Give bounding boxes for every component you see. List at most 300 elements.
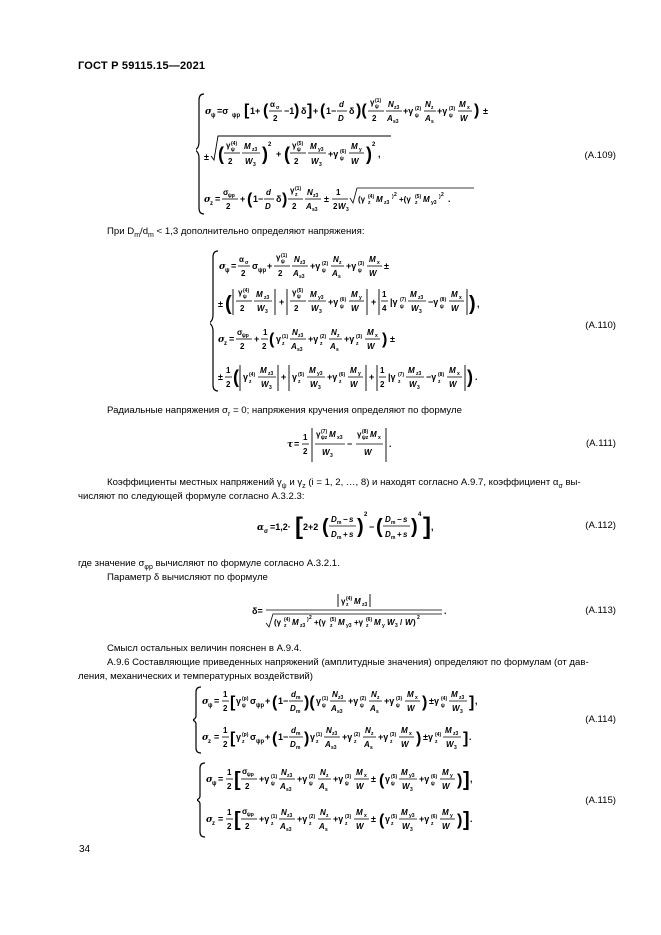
equation-a111	[285, 420, 415, 468]
svg-text:W: W	[261, 380, 269, 389]
svg-text:z: z	[309, 821, 312, 827]
svg-text:y: y	[382, 623, 385, 629]
svg-text:(6): (6)	[366, 617, 373, 623]
equation-a112	[255, 504, 455, 548]
svg-text:s: s	[325, 827, 328, 833]
svg-text:ψ: ψ	[231, 147, 235, 153]
svg-text:σ: σ	[206, 815, 213, 825]
svg-text:y3: y3	[409, 773, 415, 779]
svg-text:±: ±	[371, 814, 376, 824]
svg-text:M: M	[367, 328, 374, 337]
svg-text:x: x	[457, 371, 460, 377]
svg-text:A: A	[319, 782, 325, 791]
svg-text:3: 3	[265, 309, 268, 315]
svg-text:ψ: ψ	[212, 781, 217, 787]
svg-text:z: z	[366, 623, 369, 629]
svg-text:s: s	[403, 530, 408, 539]
svg-text:W: W	[401, 740, 409, 749]
svg-text:+: +	[281, 372, 287, 382]
svg-text:3: 3	[319, 309, 322, 315]
svg-text:2: 2	[309, 615, 312, 621]
svg-text:=σ: =σ	[217, 106, 229, 116]
svg-text:W: W	[245, 157, 253, 166]
svg-text:x: x	[364, 813, 367, 819]
svg-text:W: W	[310, 380, 318, 389]
equation-number-a109: (А.109)	[584, 150, 616, 161]
svg-text:A: A	[319, 822, 325, 831]
svg-text:3: 3	[253, 162, 256, 168]
svg-text:[: [	[230, 694, 236, 711]
svg-text:M: M	[407, 690, 414, 699]
svg-text:1: 1	[227, 768, 232, 777]
svg-text:M: M	[401, 726, 408, 735]
svg-text:M: M	[351, 142, 358, 151]
svg-text:D: D	[265, 202, 271, 211]
svg-text:A: A	[364, 740, 370, 749]
svg-text:+: +	[279, 297, 285, 307]
svg-text:δ=: δ=	[252, 606, 263, 616]
svg-text:D: D	[338, 114, 344, 123]
svg-text:x3: x3	[337, 435, 343, 441]
svg-text:z: z	[339, 260, 342, 266]
svg-text:+γ: +γ	[403, 106, 414, 116]
svg-text:(5): (5)	[415, 194, 422, 200]
svg-text:s: s	[403, 515, 408, 524]
svg-text:2: 2	[364, 512, 368, 518]
svg-text:1: 1	[226, 366, 231, 375]
equation-a115-graphic	[197, 760, 517, 840]
svg-text:ψ: ψ	[449, 113, 453, 119]
paragraph-local-stress-coefficients: Коэффициенты местных напряжений $\gamma_\psi$ и $\gamma_z$ (i = 1, 2, …, 8) и находят согласно А.9.7, коэффициент $\alpha_\sigma$ вы-	[107, 477, 581, 490]
svg-text:=: =	[218, 774, 224, 784]
equation-number-a114: (А.114)	[585, 714, 616, 725]
svg-text:m: m	[296, 731, 301, 737]
svg-text:σ: σ	[242, 807, 248, 816]
svg-text:M: M	[329, 430, 336, 439]
svg-text:(4): (4)	[249, 372, 256, 378]
svg-text:3: 3	[269, 385, 272, 391]
svg-text:d: d	[291, 690, 296, 699]
svg-text:z: z	[298, 379, 301, 385]
equation-a110-graphic	[210, 247, 510, 397]
svg-text:x: x	[377, 260, 380, 266]
svg-text:z: z	[326, 813, 329, 819]
svg-text:ψ: ψ	[309, 781, 313, 787]
svg-text:(5): (5)	[391, 774, 398, 780]
svg-text:M: M	[401, 768, 408, 777]
svg-text:s3: s3	[331, 745, 337, 751]
svg-text:M: M	[351, 290, 358, 299]
svg-text:ψ: ψ	[441, 703, 445, 709]
subscript: m	[148, 231, 154, 239]
svg-text:A: A	[306, 202, 312, 211]
svg-text:D: D	[331, 515, 337, 524]
svg-text:ψ: ψ	[440, 304, 444, 310]
svg-text:(5): (5)	[297, 141, 304, 147]
svg-text:M: M	[356, 808, 363, 817]
svg-text:m: m	[296, 695, 301, 701]
svg-text:ψ: ψ	[340, 304, 344, 310]
svg-text:+γ: +γ	[327, 372, 338, 382]
svg-text:(: (	[225, 293, 232, 315]
equation-a110	[210, 247, 510, 397]
svg-text:3: 3	[318, 385, 321, 391]
svg-text:z3: z3	[264, 295, 270, 301]
svg-text:M: M	[445, 726, 452, 735]
svg-text:α: α	[257, 523, 264, 533]
svg-text:(4): (4)	[368, 194, 375, 200]
svg-text:W: W	[338, 202, 346, 211]
svg-text:N: N	[371, 690, 377, 699]
svg-text:+γ: +γ	[342, 732, 353, 742]
svg-text:z: z	[326, 773, 329, 779]
svg-text:+: +	[240, 194, 246, 204]
paragraph-text: = 0; напряжения кручения определяют по формуле	[230, 405, 462, 416]
svg-text:): )	[382, 331, 388, 348]
svg-text:s: s	[325, 787, 328, 793]
svg-text:(: (	[272, 730, 278, 747]
svg-text:,: ,	[477, 299, 480, 309]
svg-text:2: 2	[226, 380, 231, 389]
svg-text:γ: γ	[243, 372, 249, 382]
svg-text:σ: σ	[237, 328, 243, 337]
svg-text:W: W	[356, 822, 364, 831]
svg-text:1−: 1−	[278, 732, 289, 742]
svg-text:s: s	[349, 530, 354, 539]
svg-text:W: W	[411, 304, 419, 313]
svg-text:,: ,	[431, 522, 434, 532]
svg-text:2: 2	[294, 157, 299, 166]
svg-text:ψ: ψ	[340, 156, 344, 162]
svg-text:ψ: ψ	[271, 781, 275, 787]
svg-text:M: M	[338, 618, 345, 627]
svg-text:N: N	[281, 768, 287, 777]
svg-text:z: z	[316, 739, 319, 745]
svg-text:(3): (3)	[345, 814, 352, 820]
svg-text:W: W	[402, 822, 410, 831]
svg-text:[: [	[234, 809, 241, 831]
svg-text:N: N	[365, 726, 371, 735]
svg-text:2: 2	[268, 142, 272, 148]
svg-text:z: z	[377, 695, 380, 701]
svg-text:+(γ: +(γ	[399, 195, 411, 204]
svg-text:+γ: +γ	[333, 814, 344, 824]
svg-text:2: 2	[441, 192, 444, 198]
svg-text:γ: γ	[310, 732, 316, 742]
svg-text:−γ: −γ	[428, 297, 439, 307]
svg-text:2+2: 2+2	[303, 522, 319, 532]
paragraph-text: где значение σ	[78, 558, 145, 569]
svg-text:d: d	[339, 100, 344, 109]
subscript: r	[227, 410, 231, 418]
svg-text:2: 2	[227, 782, 232, 791]
svg-text:σ: σ	[218, 335, 225, 345]
svg-text:ψp: ψp	[228, 193, 235, 199]
svg-text:1−: 1−	[253, 194, 264, 204]
svg-text:M: M	[350, 366, 357, 375]
svg-text:(p): (p)	[242, 696, 249, 702]
svg-text:+: +	[276, 149, 282, 159]
svg-text:+γ: +γ	[419, 814, 430, 824]
svg-text:+γ: +γ	[333, 774, 344, 784]
subscript: m	[134, 231, 141, 239]
svg-text:y: y	[450, 813, 453, 819]
svg-text:W: W	[460, 114, 468, 123]
paragraph-text: Радиальные напряжения σ	[107, 405, 228, 416]
svg-text:1−: 1−	[326, 106, 337, 116]
svg-text:z3: z3	[298, 333, 304, 339]
svg-text:N: N	[292, 328, 298, 337]
svg-text:+: +	[343, 530, 348, 539]
equation-a109	[196, 90, 516, 220]
svg-text:m: m	[391, 535, 396, 541]
svg-text:+γ: +γ	[259, 814, 270, 824]
svg-text:α: α	[239, 255, 244, 264]
svg-text:W: W	[350, 380, 358, 389]
svg-text:−: −	[347, 439, 353, 449]
svg-text:|γ: |γ	[388, 372, 396, 382]
paragraph-text: При D	[107, 226, 135, 237]
svg-text:s3: s3	[286, 827, 292, 833]
equation-a114	[193, 684, 513, 756]
svg-text:M: M	[442, 768, 449, 777]
svg-text:M: M	[451, 690, 458, 699]
svg-text:(1): (1)	[322, 696, 329, 702]
svg-text:2: 2	[262, 342, 267, 351]
svg-text:(2): (2)	[320, 334, 327, 340]
svg-text:[: [	[230, 730, 236, 747]
svg-text:z: z	[282, 341, 285, 347]
svg-text:A: A	[291, 342, 297, 351]
svg-text:(5): (5)	[297, 288, 304, 294]
svg-text:[: [	[234, 769, 241, 791]
svg-text:M: M	[423, 195, 430, 204]
svg-text:W: W	[442, 782, 450, 791]
svg-text:m: m	[296, 709, 301, 715]
svg-text:y: y	[359, 295, 362, 301]
svg-text:s3: s3	[312, 207, 318, 213]
svg-text:γ: γ	[226, 141, 231, 150]
svg-text:s3: s3	[286, 787, 292, 793]
svg-text:z: z	[320, 341, 323, 347]
svg-text:2: 2	[227, 822, 232, 831]
svg-text:τ: τ	[287, 440, 294, 450]
svg-text:±: ±	[218, 299, 223, 309]
svg-text:M: M	[451, 290, 458, 299]
svg-text:W: W	[451, 304, 459, 313]
svg-text:σ: σ	[276, 105, 280, 111]
svg-text:(3): (3)	[356, 334, 363, 340]
svg-text:N: N	[425, 100, 431, 109]
svg-text:±γ: ±γ	[423, 732, 433, 742]
svg-text:(8): (8)	[362, 429, 369, 435]
svg-text:3: 3	[330, 453, 333, 459]
svg-text:(3): (3)	[396, 696, 403, 702]
svg-text:N: N	[333, 255, 339, 264]
svg-text:x: x	[415, 695, 418, 701]
svg-text:3: 3	[460, 709, 463, 715]
svg-text:z: z	[391, 821, 394, 827]
svg-text:x: x	[364, 773, 367, 779]
svg-text:W: W	[311, 157, 319, 166]
paragraph-a96: А.9.6 Составляющие приведенных напряжений (амплитудные значения) определяют по формулам (от дав-	[107, 657, 589, 668]
subscript: σ	[558, 482, 563, 490]
svg-text:z3: z3	[300, 260, 306, 266]
svg-text:(2): (2)	[309, 814, 316, 820]
svg-text:M: M	[374, 618, 381, 627]
svg-text:±: ±	[204, 152, 209, 162]
svg-text:(: (	[272, 694, 278, 711]
svg-text:ψ: ψ	[360, 703, 364, 709]
svg-text:=: =	[214, 696, 220, 706]
paragraph-text: < 1,3 дополнительно определяют напряжения:	[153, 226, 365, 237]
svg-text:z3: z3	[418, 295, 424, 301]
svg-text:(5): (5)	[298, 372, 305, 378]
svg-text:): )	[457, 812, 463, 829]
svg-text:σ: σ	[219, 262, 226, 272]
svg-text:z: z	[284, 623, 287, 629]
svg-text:+γ: +γ	[310, 261, 321, 271]
svg-text:σ: σ	[264, 529, 269, 535]
svg-text:+: +	[254, 334, 260, 344]
equation-a113	[250, 590, 460, 634]
svg-text:σ: σ	[223, 188, 229, 197]
svg-text:σ: σ	[245, 260, 249, 266]
svg-text:+γ: +γ	[344, 334, 355, 344]
svg-text:d: d	[291, 726, 296, 735]
equation-number-a113: (А.113)	[585, 605, 616, 616]
svg-text:3: 3	[346, 207, 349, 213]
svg-text:N: N	[307, 188, 313, 197]
svg-text:[: [	[295, 513, 303, 540]
svg-text:z3: z3	[300, 623, 306, 629]
svg-text:z: z	[431, 821, 434, 827]
svg-text:): )	[413, 618, 416, 627]
svg-text:]: ]	[307, 102, 313, 119]
svg-text:(1): (1)	[281, 253, 288, 259]
svg-text:N: N	[320, 808, 326, 817]
equation-a114-graphic	[193, 684, 513, 756]
svg-text:+γ: +γ	[354, 618, 364, 627]
svg-text:(p): (p)	[242, 732, 249, 738]
svg-text:z: z	[210, 201, 213, 207]
svg-text:−γ: −γ	[426, 372, 437, 382]
svg-text:]: ]	[469, 694, 475, 711]
svg-text:3: 3	[454, 745, 457, 751]
paragraph-delta-parameter: Параметр δ вычисляют по формуле	[107, 572, 268, 583]
svg-text:1−: 1−	[278, 696, 289, 706]
svg-text:4: 4	[382, 304, 387, 313]
svg-text:(3): (3)	[390, 732, 397, 738]
svg-text:(1): (1)	[271, 774, 278, 780]
svg-text:γ: γ	[292, 372, 298, 382]
svg-text:z: z	[330, 623, 333, 629]
svg-text:2: 2	[223, 740, 228, 749]
svg-text:): )	[357, 516, 364, 538]
svg-text:2: 2	[394, 192, 397, 198]
svg-text:): )	[366, 144, 372, 164]
svg-text:(6): (6)	[340, 149, 347, 155]
svg-text:(4): (4)	[435, 732, 442, 738]
svg-text:+: +	[265, 732, 271, 742]
svg-text:2: 2	[372, 114, 377, 123]
equation-a109-graphic	[196, 90, 516, 220]
svg-text:A: A	[280, 782, 286, 791]
svg-text:M: M	[408, 366, 415, 375]
svg-text:M: M	[410, 290, 417, 299]
svg-text:s: s	[338, 274, 341, 280]
svg-text:γ: γ	[385, 774, 391, 784]
paragraph-local-stress-coefficients-line2: числяют по следующей формуле согласно А.3.2.3:	[78, 491, 305, 502]
svg-text:1: 1	[227, 808, 232, 817]
svg-text:+: +	[265, 696, 271, 706]
svg-text:1: 1	[382, 290, 387, 299]
svg-text:1: 1	[223, 726, 228, 735]
svg-text:γ: γ	[236, 696, 242, 706]
svg-text:): )	[262, 144, 268, 164]
svg-text:y3: y3	[318, 147, 324, 153]
svg-text:]: ]	[423, 513, 431, 540]
svg-text:ψ: ψ	[322, 268, 326, 274]
svg-text:(4): (4)	[243, 288, 250, 294]
svg-text:δ: δ	[349, 106, 355, 116]
svg-text:M: M	[309, 366, 316, 375]
svg-text:+γ: +γ	[297, 814, 308, 824]
svg-text:]: ]	[463, 730, 469, 747]
svg-text:3: 3	[410, 827, 413, 833]
svg-text:[: [	[244, 102, 250, 119]
svg-text:(5): (5)	[391, 814, 398, 820]
svg-text:2: 2	[303, 447, 308, 456]
svg-text:γ: γ	[238, 288, 243, 297]
svg-text:s3: s3	[297, 347, 303, 353]
svg-text:s: s	[376, 709, 379, 715]
svg-text:z: z	[212, 821, 215, 827]
svg-text:ψ: ψ	[242, 703, 246, 709]
svg-text:z: z	[337, 333, 340, 339]
svg-text:M: M	[356, 768, 363, 777]
svg-text:2: 2	[240, 304, 245, 313]
svg-text:.: .	[469, 732, 472, 742]
svg-text:ψz: ψz	[362, 435, 369, 441]
svg-text:x: x	[409, 731, 412, 737]
svg-text:ψ: ψ	[431, 781, 435, 787]
svg-text:(: (	[322, 516, 329, 538]
svg-text:+: +	[267, 261, 273, 271]
svg-text:M: M	[292, 618, 299, 627]
svg-text:=: =	[218, 814, 224, 824]
paragraph-a96-line2: ления, механических и температурных воздействий)	[78, 671, 313, 682]
svg-text:W: W	[446, 740, 454, 749]
svg-text:W: W	[405, 618, 413, 627]
svg-text:(1): (1)	[316, 732, 323, 738]
equation-number-a115: (А.115)	[585, 795, 616, 806]
svg-text:γ: γ	[292, 288, 297, 297]
equation-number-a111: (А.111)	[585, 438, 616, 449]
svg-text:y3: y3	[346, 623, 352, 629]
svg-text:(2): (2)	[360, 696, 367, 702]
svg-text:(6): (6)	[340, 297, 347, 303]
svg-text:.: .	[470, 814, 473, 824]
svg-text:+γ: +γ	[346, 261, 357, 271]
svg-text:(4): (4)	[284, 617, 291, 623]
svg-text:): )	[282, 191, 288, 208]
svg-text:3: 3	[417, 385, 420, 391]
svg-text:−: −	[397, 515, 402, 524]
svg-text:2: 2	[372, 142, 376, 148]
svg-text:z: z	[295, 192, 298, 198]
svg-text:z3: z3	[252, 147, 258, 153]
